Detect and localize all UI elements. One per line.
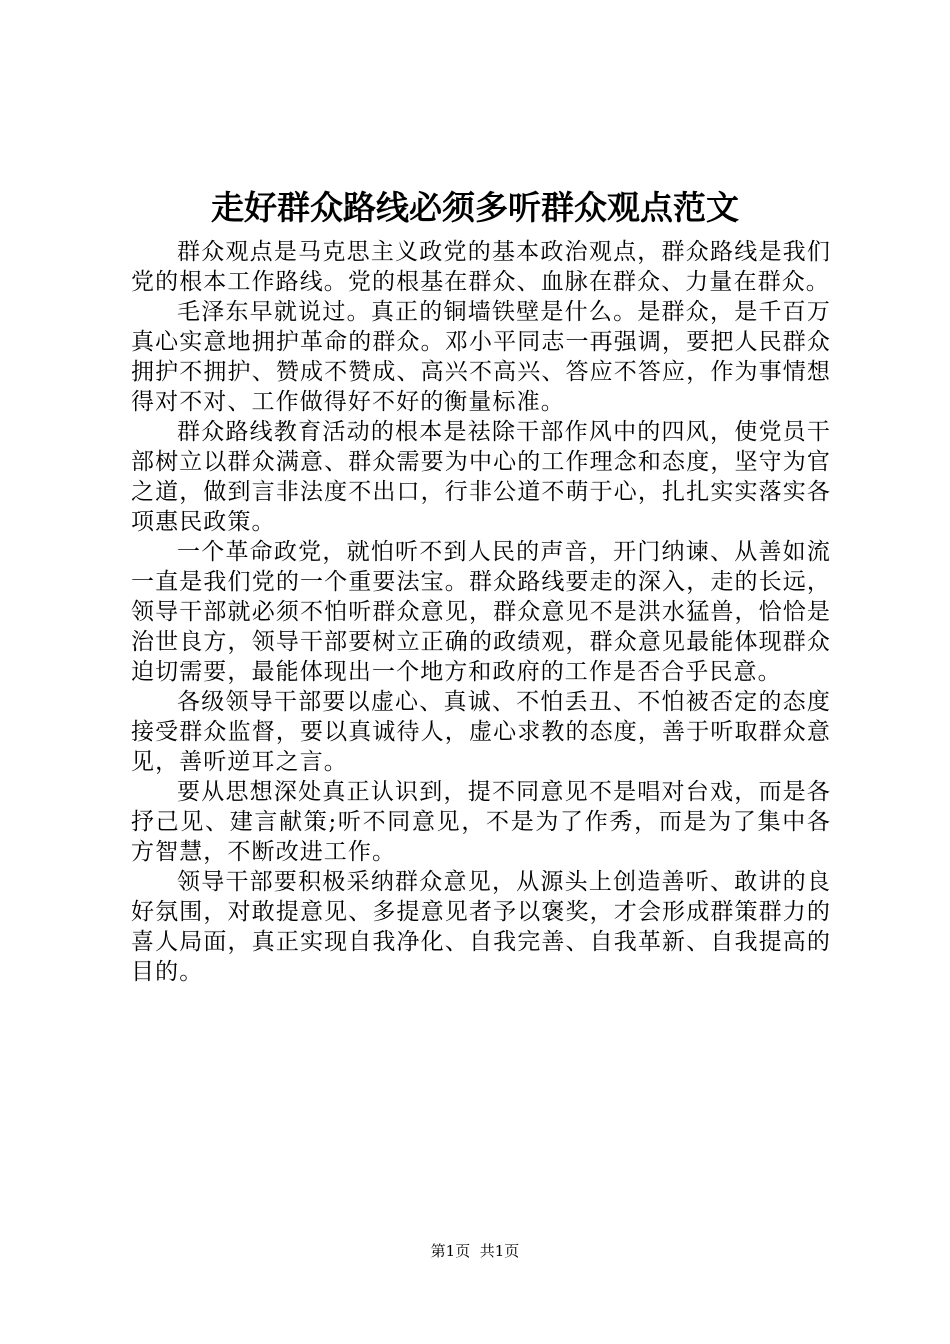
paragraph-6: 要从思想深处真正认识到，提不同意见不是唱对台戏，而是各抒己见、建言献策;听不同意见，不是为了作秀，而是为了集中各方智慧，不断改进工作。 [131, 779, 831, 865]
paragraph-5: 各级领导干部要以虚心、真诚、不怕丢丑、不怕被否定的态度接受群众监督，要以真诚待人，虚心求教的态度，善于听取群众意见，善听逆耳之言。 [131, 689, 831, 775]
paragraph-4: 一个革命政党，就怕听不到人民的声音，开门纳谏、从善如流一直是我们党的一个重要法宝。群众路线要走的深入，走的长远，领导干部就必须不怕听群众意见，群众意见不是洪水猛兽，恰恰是治世良方，领导干部要树立正确的政绩观，群众意见最能体现群众迫切需要，最能体现出一个地方和政府的工作是否合乎民意。 [131, 539, 831, 685]
paragraph-3: 群众路线教育活动的根本是祛除干部作风中的四风，使党员干部树立以群众满意、群众需要为中心的工作理念和态度，坚守为官之道，做到言非法度不出口，行非公道不萌于心，扎扎实实落实各项惠民政策。 [131, 419, 831, 535]
page-total: 共1页 [479, 1242, 520, 1260]
paragraph-1: 群众观点是马克思主义政党的基本政治观点，群众路线是我们党的根本工作路线。党的根基在群众、血脉在群众、力量在群众。 [131, 239, 831, 295]
footer-separator [470, 1242, 480, 1260]
page-number: 第1页 [430, 1242, 471, 1260]
document-title: 走好群众路线必须多听群众观点范文 [211, 188, 739, 227]
paragraph-7: 领导干部要积极采纳群众意见，从源头上创造善听、敢讲的良好氛围，对敢提意见、多提意见者予以褒奖，才会形成群策群力的喜人局面，真正实现自我净化、自我完善、自我革新、自我提高的目的。 [131, 869, 831, 985]
document-body [131, 237, 831, 987]
paragraph-2: 毛泽东早就说过。真正的铜墙铁壁是什么。是群众，是千百万真心实意地拥护革命的群众。邓小平同志一再强调，要把人民群众拥护不拥护、赞成不赞成、高兴不高兴、答应不答应，作为事情想得对不对、工作做得好不好的衡量标准。 [131, 299, 831, 415]
page-footer [0, 1240, 950, 1262]
